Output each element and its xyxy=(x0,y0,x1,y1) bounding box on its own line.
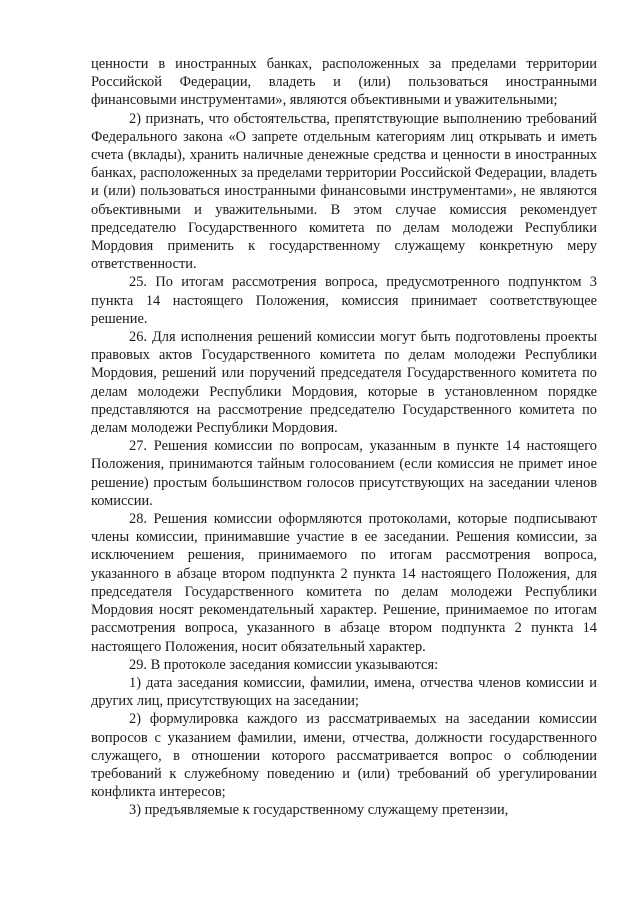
paragraph-29-item-1: 1) дата заседания комиссии, фамилии, имена, отчества членов комиссии и других лиц, присутствующих на заседании; xyxy=(91,674,597,710)
paragraph-2: 2) признать, что обстоятельства, препятствующие выполнению требований Федерального закона «О запрете отдельным категориям лиц открывать и иметь счета (вклады), хранить наличные денежные средства и ценности в иностранных банках, расположенных за пределами территории Российской Федерации, владеть и (или) пользоваться иностранными финансовыми инструментами», не являются объективными и уважительными. В этом случае комиссия рекомендует председателю Государственного комитета по делам молодежи Республики Мордовия применить к государственному служащему конкретную меру ответственности. xyxy=(91,110,597,273)
paragraph-1: ценности в иностранных банках, расположенных за пределами территории Российской Федерации, владеть и (или) пользоваться иностранными финансовыми инструментами», являются объективными и уважительными; xyxy=(91,56,597,109)
paragraph-29-item-2: 2) формулировка каждого из рассматриваемых на заседании комиссии вопросов с указанием фамилии, имени, отчества, должности государственного служащего, в отношении которого рассматривается вопрос о соблюдении требований к служебному поведению и (или) требований об урегулировании конфликта интересов; xyxy=(91,711,597,801)
paragraph-26: 26. Для исполнения решений комиссии могут быть подготовлены проекты правовых актов Государственного комитета по делам молодежи Республики Мордовия, решений или поручений председателя Государственного комитета по делам молодежи Республики Мордовия, которые в установленном порядке представляются на рассмотрение председателю Государственного комитета по делам молодежи Республики Мордовия. xyxy=(91,329,597,437)
document-body xyxy=(91,55,597,820)
paragraph-25: 25. По итогам рассмотрения вопроса, предусмотренного подпунктом 3 пункта 14 настоящего Положения, комиссия принимает соответствующее решение. xyxy=(91,274,597,327)
paragraph-28: 28. Решения комиссии оформляются протоколами, которые подписывают члены комиссии, принимавшие участие в ее заседании. Решения комиссии, за исключением решения, принимаемого по итогам рассмотрения вопроса, указанного в абзаце втором подпункта 2 пункта 14 настоящего Положения, для председателя Государственного комитета по делам молодежи Республики Мордовия носят рекомендательный характер. Решение, принимаемое по итогам рассмотрения вопроса, указанного в абзаце втором подпункта 2 пункта 14 настоящего Положения, носит обязательный характер. xyxy=(91,511,597,655)
paragraph-27: 27. Решения комиссии по вопросам, указанным в пункте 14 настоящего Положения, принимаются тайным голосованием (если комиссия не примет иное решение) простым большинством голосов присутствующих на заседании членов комиссии. xyxy=(91,438,597,509)
paragraph-29-item-3: 3) предъявляемые к государственному служащему претензии, xyxy=(129,802,509,819)
paragraph-29: 29. В протоколе заседания комиссии указываются: xyxy=(129,656,439,673)
